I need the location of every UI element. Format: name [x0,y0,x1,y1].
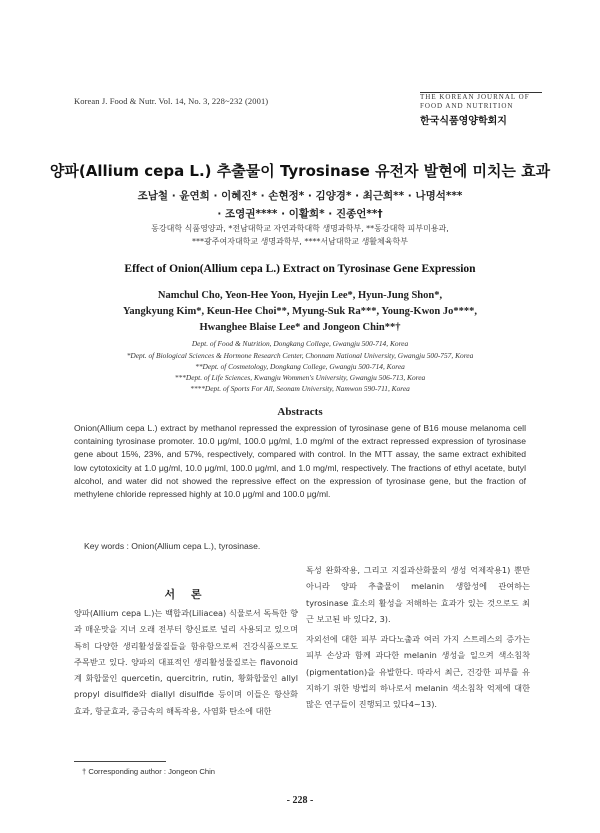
affiliation-english-2: *Dept. of Biological Sciences & Hormone Research Center, Chonnam National University, Gwangju 500-757, Korea [126,351,474,360]
footnote-corresponding-author: † Corresponding author : Jongeon Chin [82,767,215,776]
intro-left-column [74,605,298,719]
affiliation-english-1: Dept. of Food & Nutrition, Dongkang College, Gwangju 500-714, Korea [191,339,409,348]
intro-paragraph-1-cont: 독성 완화작용, 그리고 지질과산화물의 생성 억제작용1) 뿐만 아니라 양파 추출물이 melanin 생합성에 관여하는 tyrosinase 효소의 활성을 저해하는 효과가 있는 것으로도 최근 보고된 바 있다2, 3). [306,565,530,624]
abstract-heading: Abstracts [277,406,323,418]
abstract-text: Onion(Allium cepa L.) extract by methanol repressed the expression of tyrosinase gene of B16 mouse melanoma cell containing tyrosinase promoter. 10.0 μg/ml, 100.0 μg/ml, 1.0 mg/ml of the extract repressed expression of tyrosinase gene about 15%, 23%, and 57%, respectively, compared with control. In the MTT assay, the same extract exhibited low cytotoxicity at 1.0 μg/ml, 10.0 μg/ml, 100.0 μg/ml, and 1.0 mg/ml, respectively. The fractions of ethyl acetate, butyl alcohol, and water did not showed the repressive effect on the expression of tyrosinase gene, but the fraction of methylene chloride repressed highly at 10.0 μg/ml and 100.0 μg/ml. [74,423,526,500]
intro-paragraph-1: 양파(Allium cepa L.)는 백합과(Liliacea) 식물로서 독특한 향과 매운맛을 지녀 오래 전부터 향신료로 널리 사용되고 있으며 특히 다양한 생리활성물질들을 함유함으로써 건강식품으로도 주목받고 있다. 양파의 대표적인 생리활성물질로는 flavonoid계 화합물인 quercetin, quercitrin, rutin, 황화합물인 allyl propyl disulfide와 diallyl disulfide 등이며 이들은 항산화 효과, 항균효과, 중금속의 해독작용, 사염화 탄소에 대한 [74,608,298,716]
journal-name-en-1: THE KOREAN JOURNAL OF [420,93,530,101]
journal-name-en-2: FOOD AND NUTRITION [420,102,514,110]
authors-english-line-2: Yangkyung Kim*, Keun-Hee Choi**, Myung-Suk Ra***, Young-Kwon Jo****, [122,306,478,317]
page-number: - 228 - [286,795,314,806]
authors-korean-line-2: · 조영권**** · 이활희* · 진종언**† [217,208,383,220]
authors-english-line-1: Namchul Cho, Yeon-Hee Yoon, Hyejin Lee*, Hyun-Jung Shon*, [157,290,443,301]
authors-english-line-3: Hwanghee Blaise Lee* and Jongeon Chin**† [199,322,401,333]
affiliation-english-3: **Dept. of Cosmetology, Dongkang College, Gwangju 500-714, Korea [195,362,405,371]
journal-logo-box [420,92,542,127]
intro-paragraph-2: 자외선에 대한 피부 과다노출과 여러 가지 스트레스의 증가는 피부 손상과 함께 과다한 melanin 생성을 일으켜 색소침착(pigmentation)을 유발한다. 따라서 최근, 건강한 피부를 유지하기 위한 방법의 하나로서 melanin 색소침착 억제에 대한 많은 연구들이 진행되고 있다4~13). [306,634,530,710]
citation-header: Korean J. Food & Nutr. Vol. 14, No. 3, 228~232 (2001) [74,96,269,106]
journal-name-ko: 한국식품영양학회지 [420,116,507,127]
title-korean: 양파(Allium cepa L.) 추출물이 Tyrosinase 유전자 발현에 미치는 효과 [49,162,551,180]
title-english: Effect of Onion(Allium cepa L.) Extract on Tyrosinase Gene Expression [124,263,476,275]
affiliation-english-4: ***Dept. of Life Sciences, Kwangju Wommen's University, Gwangju 506-713, Korea [174,373,426,382]
authors-korean-line-1: 조남철 · 윤연희 · 이혜진* · 손현정* · 김양경* · 최근희** · 나명석*** [137,190,463,202]
keywords: Key words : Onion(Allium cepa L.), tyrosinase. [84,541,261,551]
affiliations-korean-line-1: 동강대학 식품영양과, *전남대학교 자연과학대학 생명과학부, **동강대학 피부미용과, [151,224,449,233]
affiliations-korean-line-2: ***광주여자대학교 생명과학부, ****서남대학교 생활체육학부 [192,237,408,246]
section-heading-introduction: 서 론 [164,588,208,601]
intro-right-column [306,562,530,713]
footnote-rule [74,761,166,762]
affiliation-english-5: ****Dept. of Sports For All, Seonam University, Namwon 590-711, Korea [190,384,410,393]
